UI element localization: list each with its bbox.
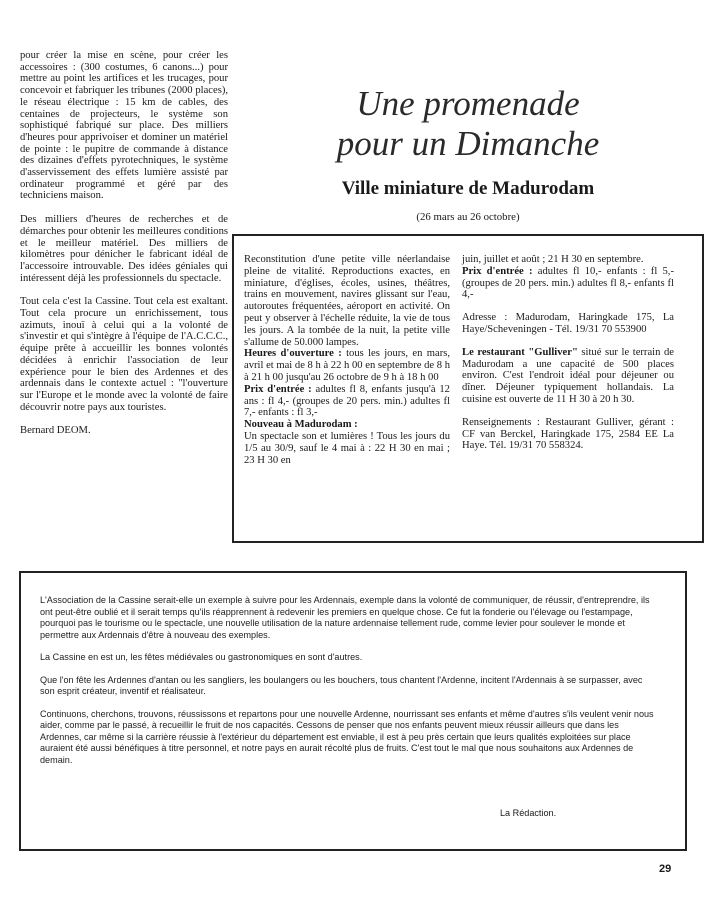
hours-text: tous les jours, en mars, avril et mai de 8 h à 22 h 00 en septembre de 8 h à 21 h 00 jusqu'au 26 octobre de 9 h à 18 h 00 [244, 348, 450, 383]
left-signature: Bernard DEOM. [20, 425, 91, 437]
editorial-paragraph-4: Continuons, cherchons, trouvons, réussissons et repartons pour une nouvelle Ardenne, nourrissant ses enfants et même d'autres s'ils veulent venir nous aider, comme par le passé, à recueillir le fruit de nos capacités. Cessons de penser que nos enfants peuvent mieux réussir ailleurs que dans les Ardennes, car même si la carrière réussie à l'extérieur du département est enviable, il est à peu près certain que leurs qualités exploitées sur place auraient été aussi bénéfiques à titre personnel, et notre pays en aurait récolté plus de fruits. C'est tout le mal que nous souhaitons aux Ardennes de demain. [40, 708, 654, 765]
box-new-text: Un spectacle son et lumières ! Tous les jours du 1/5 au 30/9, sauf le 4 mai à : 22 H 30 en mai ; 23 H 30 en [244, 430, 450, 466]
box-price-2 [462, 266, 674, 301]
box-intro: Reconstitution d'une petite ville néerlandaise pleine de vitalité. Reproductions exactes, en miniature, d'églises, écoles, usines, théâtres, trains en mouvement, navires glissant sur l'eau, autoroutes fréquentées, aéroport en activité. On peut y observer à l'échelle réduite, la vie de tous les jours. A la tombée de la nuit, la petite ville s'allume de 50.000 lampes. [244, 254, 450, 348]
article-title [234, 84, 702, 164]
editorial-signature: La Rédaction. [500, 808, 557, 818]
box-info: Renseignements : Restaurant Gulliver, gérant : CF van Berckel, Haringkade 175, 2584 EE La Haye. Tél. 19/31 70 558324. [462, 416, 674, 452]
restaurant-text: situé sur le terrain de Madurodam a une capacité de 500 places environ. C'est l'endroit idéal pour déjeuner ou dîner. Déjeuner typiquement hollandais. La cuisine est ouverte de 11 H 30 à 20 h 30. [462, 346, 674, 405]
editorial-paragraph-1: L'Association de la Cassine serait-elle un exemple à suivre pour les Ardennais, exemple dans la volonté de communiquer, de réussir, d'entreprendre, ils ont peut-être oublié et il serait temps qu'ils réapprennent à redevenir les premiers en quelque chose. Ce fut la fonderie ou l'élevage ou l'estampage, pourquoi pas le tourisme ou le spectacle, une nouvelle utilisation de la nature ardennaise tellement rude, comme levier pour soulever le monde et permettre aux Ardennais d'être à nouveau des exemples. [40, 595, 650, 640]
price-1-text: adultes fl 8, enfants jusqu'à 12 ans : fl 4,- (groupes de 20 pers. min.) adultes fl 7,- enfants : fl 3,- [244, 383, 450, 419]
left-column [20, 50, 228, 449]
box-price-1 [244, 384, 450, 419]
new-label: Nouveau à Madurodam : [244, 419, 358, 431]
box-restaurant [462, 347, 674, 406]
title-line-1: Une promenade [356, 84, 580, 123]
left-paragraph-3: Tout cela c'est la Cassine. Tout cela est exaltant. Tout cela procure un enrichissement, tous azimuts, inouï à celui qui a la volonté de s'investir et qui s'intègre à l'équipe de l'A.C.C.C., équipe prête à accueillir les bonnes volontés décidées à enrichir l'association de leur expérience pour le bien des Ardennes et des ardennais dans le contexte actuel : "l'ouverture sur l'Europe et le monde avec la volonté de faire découvrir notre pays aux touristes. [20, 296, 228, 413]
restaurant-label: Le restaurant "Gulliver" [462, 346, 578, 358]
box-address: Adresse : Madurodam, Haringkade 175, La Haye/Scheveningen - Tél. 19/31 70 553900 [462, 312, 674, 335]
box-col2-continuation: juin, juillet et août ; 21 H 30 en septembre. [462, 254, 644, 265]
hours-label: Heures d'ouverture : [244, 348, 342, 360]
price-2-text: adultes fl 10,- enfants : fl 5,- (groupes de 20 pers. min.) adultes fl 8,- enfants fl 4,- [462, 265, 674, 301]
left-paragraph-1: pour créer la mise en scène, pour créer les accessoires : (300 costumes, 6 canons...) pour mettre au point les artifices et les trucages, pour concevoir et fabriquer les tribunes (2000 places), le réseau électrique : 15 km de cables, des centaines de projecteurs, le système son sophistiqué fabriqué sur place. Des milliers d'heures pour apprivoiser et dominer un matériel de pointe : le pupitre de commande à distance des dizaines d'effets pyrotechniques, le système d'asservissement des effets lumière assisté par ordinateur programmé et géré par des techniciens maison. [20, 50, 228, 202]
box-hours [244, 348, 450, 383]
article-dates: (26 mars au 26 octobre) [416, 211, 520, 223]
info-box-column-2 [462, 254, 674, 452]
info-box-column-1 [244, 254, 450, 466]
article-subtitle: Ville miniature de Madurodam [341, 178, 595, 199]
editorial-paragraph-2: La Cassine en est un, les fêtes médiévales ou gastronomiques en sont d'autres. [40, 652, 363, 662]
left-paragraph-2: Des milliers d'heures de recherches et de démarches pour obtenir les meilleures conditions et le meilleur matériel. Des milliers de kilomètres pour dénicher le fabricant idéal de l'accessoire introuvable. Des idées géniales qui intéressent déjà les professionnels du spectacle. [20, 214, 228, 284]
page-number: 29 [659, 863, 672, 875]
title-line-2: pour un Dimanche [336, 124, 600, 163]
editorial-paragraph-3: Que l'on fête les Ardennes d'antan ou les sangliers, les boulangers ou les bouchers, tous chantent l'Ardenne, incitent l'Ardennais à se surpasser, avec son esprit créateur, inventif et réalisateur. [40, 674, 643, 696]
price-1-label: Prix d'entrée : [244, 383, 312, 395]
box-new [244, 419, 450, 431]
price-2-label: Prix d'entrée : [462, 265, 533, 277]
editorial-text [40, 595, 658, 777]
